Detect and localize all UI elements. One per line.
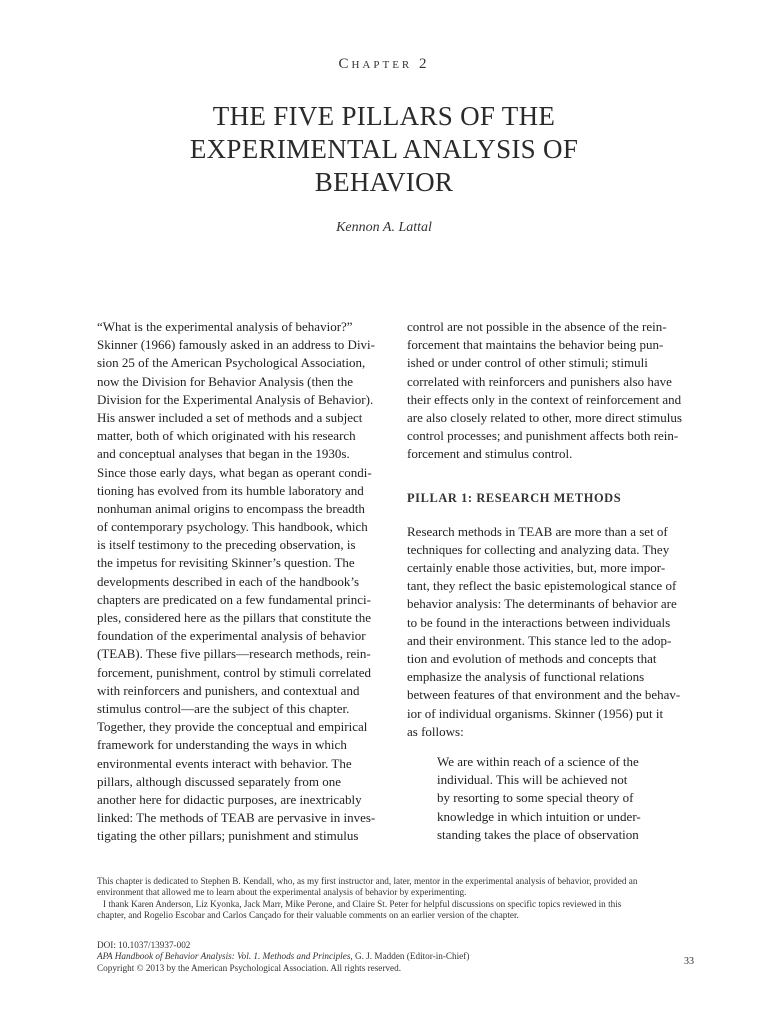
citation-title: APA Handbook of Behavior Analysis: Vol. 1. Methods and Principles,: [97, 951, 353, 962]
citation-editor: G. J. Madden (Editor-in-Chief): [352, 951, 470, 962]
text-line: is itself testimony to the preceding observation, is: [97, 537, 356, 553]
title-line: EXPERIMENTAL ANALYSIS OF: [189, 134, 579, 164]
text-line: Research methods in TEAB are more than a set of: [407, 523, 668, 539]
citation-text: [97, 951, 657, 962]
block-quote: [407, 753, 707, 844]
text-line: their effects only in the context of reinforcement and: [407, 391, 682, 407]
text-line: tioning has evolved from its humble laboratory and: [97, 482, 364, 498]
footnote: [97, 876, 697, 922]
text-line: forcement and stimulus control.: [407, 446, 573, 462]
paragraph: [407, 318, 707, 464]
copyright-text: Copyright © 2013 by the American Psychological Association. All rights reserved.: [97, 962, 401, 973]
text-line: control processes; and punishment affects both rein-: [407, 428, 679, 444]
text-line: standing takes the place of observation: [437, 826, 639, 842]
text-line: knowledge in which intuition or under-: [437, 808, 641, 824]
text-line: matter, both of which originated with his research: [97, 428, 356, 444]
text-line: chapters are predicated on a few fundamental princi-: [97, 591, 371, 607]
text-line: tigating the other pillars; punishment and stimulus: [97, 828, 359, 844]
text-line: as follows:: [407, 723, 464, 739]
text-line: Skinner (1966) famously asked in an address to Divi-: [97, 337, 376, 353]
text-line: His answer included a set of methods and a subject: [97, 409, 363, 425]
text-line: certainly enable those activities, but, more impor-: [407, 560, 666, 576]
text-line: (TEAB). These five pillars—research methods, rein-: [97, 646, 371, 662]
text-line: environmental events interact with behavior. The: [97, 755, 352, 771]
text-line: tant, they reflect the basic epistemological stance of: [407, 578, 677, 594]
text-line: ior of individual organisms. Skinner (1956) put it: [407, 705, 664, 721]
text-line: nonhuman animal origins to encompass the breadth: [97, 500, 365, 516]
text-line: Since those early days, what began as operant condi-: [97, 464, 372, 480]
text-line: and their environment. This stance led to the adop-: [407, 632, 672, 648]
text-line: ples, considered here as the pillars that constitute the: [97, 610, 371, 625]
text-line: emphasize the analysis of functional relations: [407, 669, 645, 685]
text-line: to be found in the interactions between individuals: [407, 614, 671, 630]
paragraph: [407, 523, 707, 741]
text-line: chapter, and Rogelio Escobar and Carlos Cançado for their valuable comments on an earlier version of the chapter.: [97, 910, 519, 921]
text-line: with reinforcers and punishers, and contextual and: [97, 682, 360, 698]
chapter-label: Chapter 2: [338, 56, 430, 72]
text-line: environment that allowed me to learn about the experimental analysis of behavior by experimenting.: [97, 887, 467, 898]
chapter-title: [150, 100, 618, 199]
author-name: Kennon A. Lattal: [336, 220, 432, 235]
doi-text: DOI: 10.1037/13937-002: [97, 940, 191, 950]
text-line: linked: The methods of TEAB are pervasive in inves-: [97, 810, 376, 826]
text-line: pillars, although discussed separately from one: [97, 773, 342, 789]
text-line: This chapter is dedicated to Stephen B. Kendall, who, as my first instructor and, later, mentor in the experimental analysis of behavior, provided an: [97, 876, 638, 886]
text-line: stimulus control—are the subject of this chapter.: [97, 700, 350, 716]
text-line: correlated with reinforcers and punishers also have: [407, 373, 672, 389]
text-line: between features of that environment and the behav-: [407, 687, 681, 703]
text-line: tion and evolution of methods and concepts that: [407, 651, 657, 667]
text-line: control are not possible in the absence of the rein-: [407, 319, 667, 334]
text-line: techniques for collecting and analyzing data. They: [407, 541, 670, 557]
text-line: forcement that maintains the behavior being pun-: [407, 337, 664, 353]
title-line: THE FIVE PILLARS OF THE: [212, 101, 556, 131]
text-line: are also closely related to other, more direct stimulus: [407, 409, 682, 425]
text-line: framework for understanding the ways in which: [97, 737, 347, 753]
text-line: of contemporary psychology. This handbook, which: [97, 519, 368, 535]
text-line: developments described in each of the handbook’s: [97, 573, 360, 589]
text-line: foundation of the experimental analysis of behavior: [97, 628, 366, 644]
text-line: I thank Karen Anderson, Liz Kyonka, Jack Marr, Mike Perone, and Claire St. Peter for helpful discussions on specific topics reviewed in this: [103, 898, 622, 909]
text-line: Together, they provide the conceptual and empirical: [97, 719, 368, 735]
text-line: We are within reach of a science of the: [437, 753, 639, 769]
text-line: by resorting to some special theory of: [437, 790, 634, 806]
text-line: Division for the Experimental Analysis of Behavior).: [97, 391, 374, 407]
citation-block: [97, 940, 657, 974]
text-line: the impetus for revisiting Skinner’s question. The: [97, 555, 355, 571]
text-line: sion 25 of the American Psychological Association,: [97, 355, 366, 371]
text-line: ished or under control of other stimuli; stimuli: [407, 355, 648, 371]
text-line: behavior analysis: The determinants of behavior are: [407, 596, 677, 612]
text-line: “What is the experimental analysis of behavior?”: [97, 319, 353, 334]
page-number: 33: [684, 956, 694, 967]
text-line: now the Division for Behavior Analysis (then the: [97, 373, 353, 389]
section-heading: PILLAR 1: RESEARCH METHODS: [407, 490, 622, 505]
text-line: and conceptual analyses that began in the 1930s.: [97, 446, 350, 462]
left-column: [97, 318, 397, 845]
text-line: another here for didactic purposes, are inextricably: [97, 791, 362, 807]
title-line: BEHAVIOR: [314, 167, 454, 197]
right-column: [407, 318, 707, 844]
text-line: individual. This will be achieved not: [437, 772, 628, 788]
text-line: forcement, punishment, control by stimuli correlated: [97, 664, 372, 680]
